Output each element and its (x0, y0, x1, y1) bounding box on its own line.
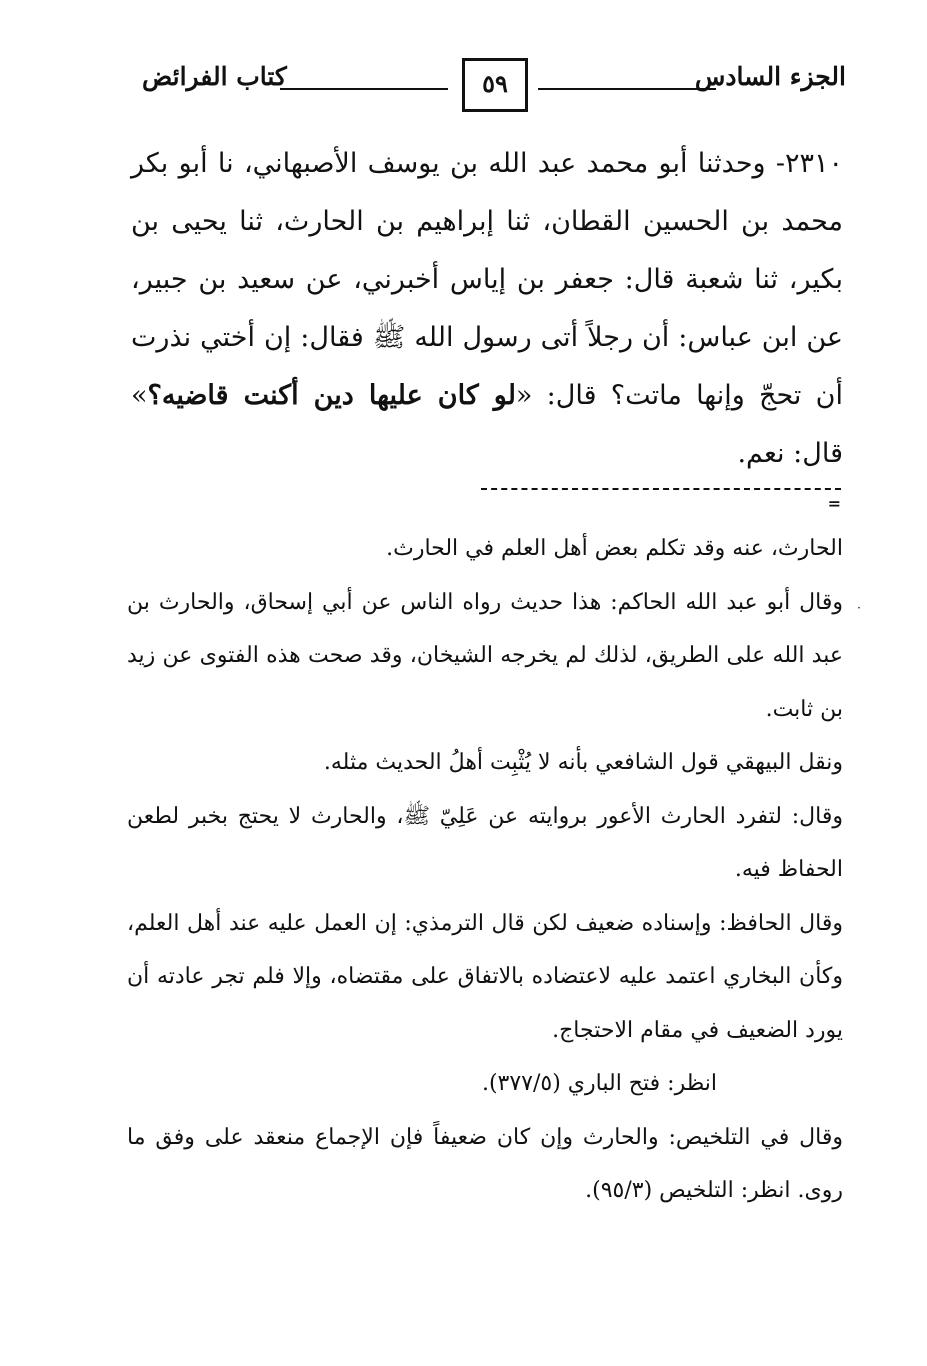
page-header (130, 52, 846, 112)
footnote-paragraph: وقال: لتفرد الحارث الأعور بروايته عن عَلِيّ ﷺ، والحارث لا يحتج بخبر لطعن الحفاظ فيه. (127, 803, 843, 882)
hadith-narration: ٢٣١٠- وحدثنا أبو محمد عبد الله بن يوسف الأصبهاني، نا أبو بكر محمد بن الحسين القطان، ثنا إبراهيم بن الحارث، ثنا يحيى بن بكير، ثنا شعبة قال: جعفر بن إياس أخبرني، عن سعيد بن جبير، عن ابن عباس: أن رجلاً أتى رسول الله ﷺ فقال: إن أختي نذرت أن تحجّ وإنها ماتت؟ قال: « (131, 148, 843, 411)
hadith-ending: » قال: نعم. (131, 380, 843, 469)
hadith-paragraph (131, 135, 843, 483)
footnote-paragraph: ونقل البيهقي قول الشافعي بأنه لا يُثْبِت أهلُ الحديث مثله. (323, 750, 843, 775)
footnote-paragraph: وقال الحافظ: وإسناده ضعيف لكن قال الترمذي: إن العمل عليه عند أهل العلم، وكأن البخاري اعتمد عليه لاعتضاده بالاتفاق على مقتضاه، وإلا فلم تجر عادته أن يورد الضعيف في مقام الاحتجاج. (127, 910, 843, 1043)
footnote-paragraph: الحارث، عنه وقد تكلم بعض أهل العلم في الحارث. (386, 536, 843, 561)
volume-title: الجزء السادس (694, 62, 846, 91)
page-number-box: ٥٩ (462, 58, 528, 112)
scan-dot: · (857, 601, 861, 615)
header-rule-right (538, 88, 716, 90)
footnotes (127, 522, 843, 1218)
prophetic-saying: لو كان عليها دين أكنت قاضيه؟ (147, 380, 516, 411)
footnote-paragraph: وقال في التلخيص: والحارث وإن كان ضعيفاً فإن الإجماع منعقد على وفق ما روى. انظر: التلخيص (٩٥/٣). (127, 1124, 843, 1203)
footnote-separator (481, 488, 841, 490)
header-rule-left (280, 88, 448, 90)
footnote-paragraph: وقال أبو عبد الله الحاكم: هذا حديث رواه الناس عن أبي إسحاق، والحارث بن عبد الله على الطريق، لذلك لم يخرجه الشيخان، وقد صحت هذه الفتوى عن زيد بن ثابت. (127, 589, 843, 722)
footnote-reference: انظر: فتح الباري (٣٧٧/٥). (481, 1071, 717, 1096)
book-title: كتاب الفرائض (142, 62, 287, 91)
hadith-text (131, 135, 843, 483)
footnote-continuation-mark: = (827, 494, 841, 513)
